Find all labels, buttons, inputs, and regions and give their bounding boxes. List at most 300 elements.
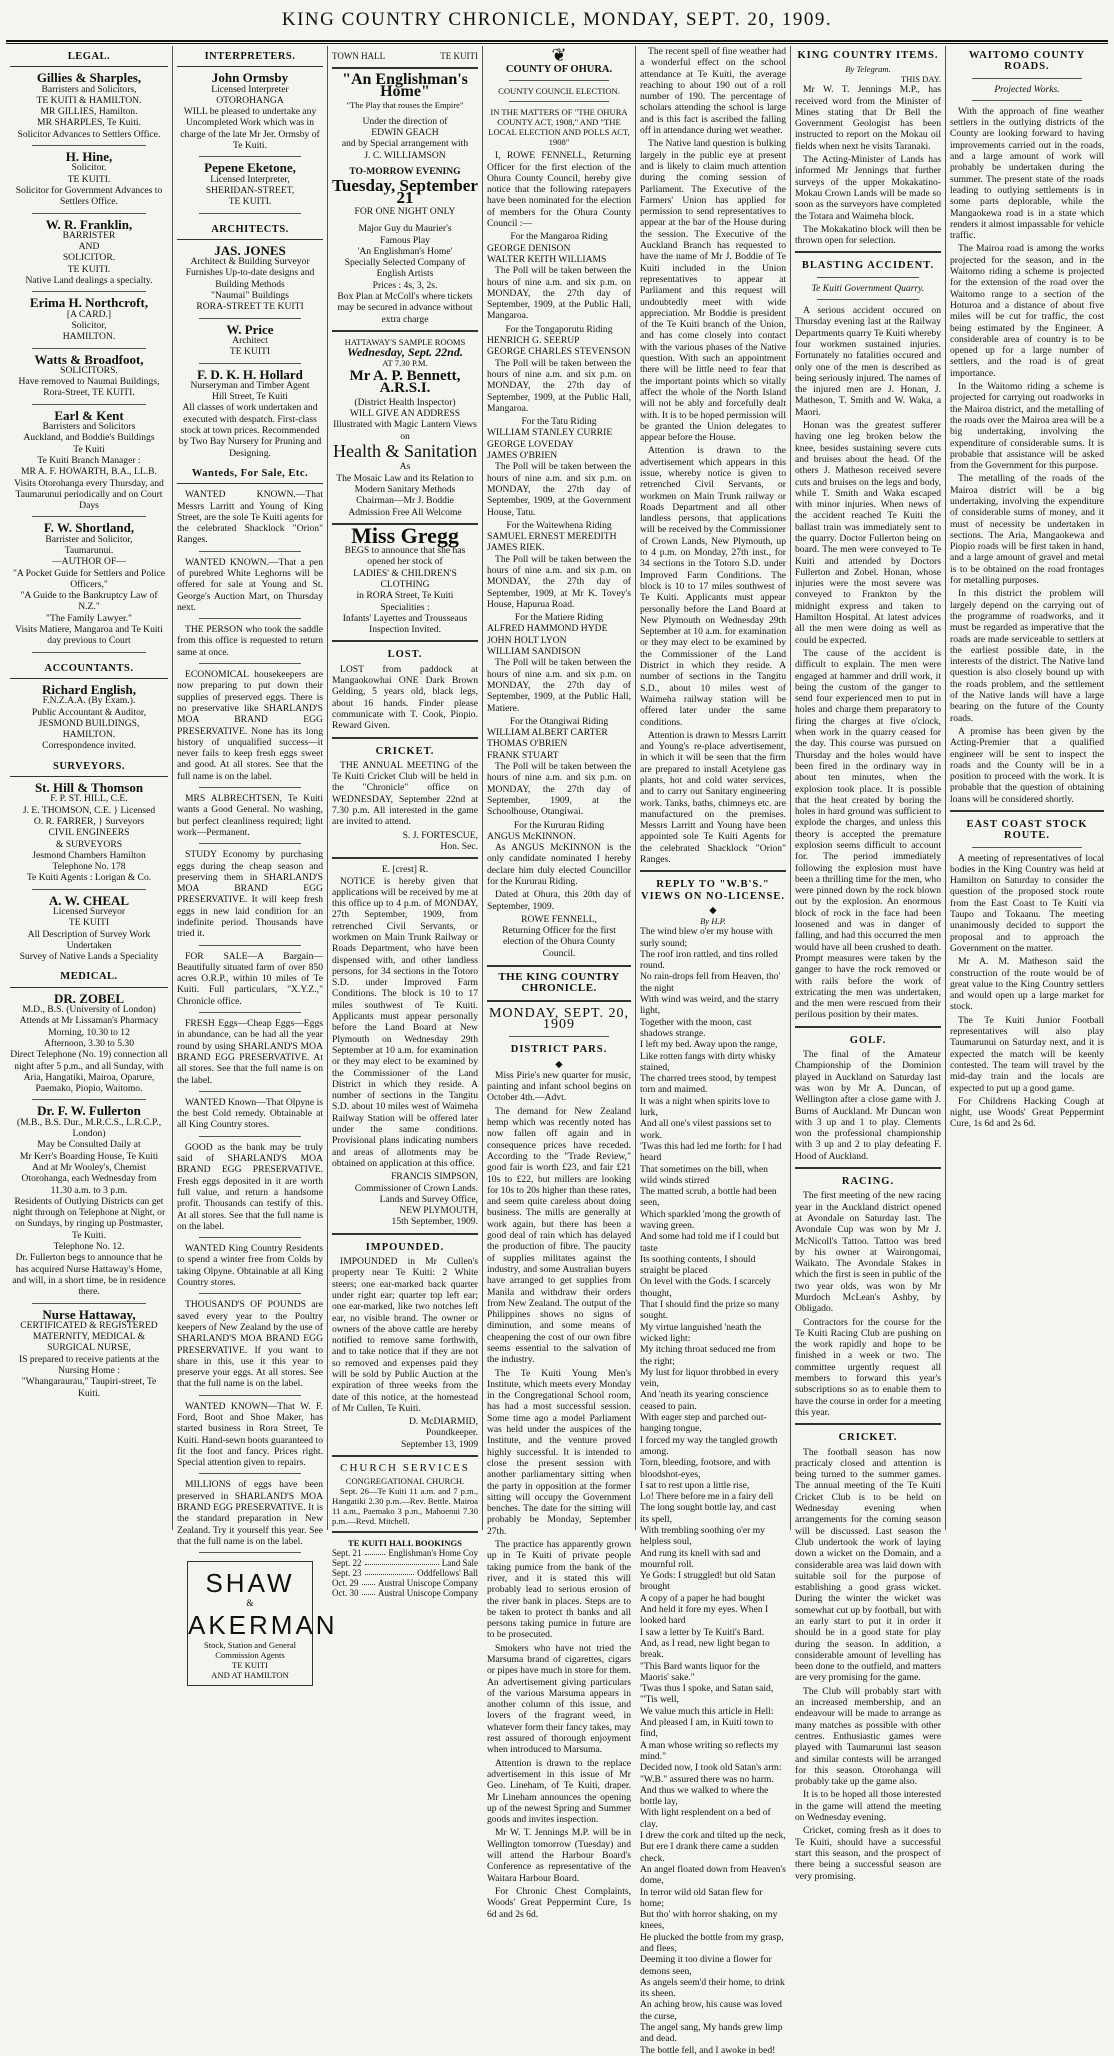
divider <box>509 80 609 81</box>
divider <box>199 787 301 788</box>
booking-event: Oddfellows' Ball <box>417 1568 478 1579</box>
section-heading-medical: MEDICAL. <box>10 966 168 987</box>
poem-line: The bottle fell, and I awoke in bed! <box>640 2044 776 2056</box>
projected-works: Projected Works. <box>994 83 1060 95</box>
ad-line: Te Kuiti Agents : Lorigan & Co. <box>26 872 152 884</box>
candidate-name: WILLIAM STANLEY CURRIE <box>487 427 613 439</box>
poem-line: Its soothing contents, I should straight be placed <box>640 1253 756 1277</box>
ad-line: Hill Street, Te Kuiti <box>212 391 288 403</box>
ad-line: TE KUITI <box>68 917 110 929</box>
divider <box>795 1167 941 1169</box>
booking-row <box>332 1588 478 1598</box>
election-title: COUNTY COUNCIL ELECTION. <box>498 86 620 97</box>
classified-item: WANTED Known—That Olpyne is the best Cold remedy. Obtainable at all King Country stores. <box>177 1096 323 1131</box>
poem-line: And all one's vilest passions set to work. <box>640 1118 772 1141</box>
accountant-ad <box>10 681 168 752</box>
town-hall-header <box>332 46 478 62</box>
ridings-list <box>487 231 631 887</box>
play-details <box>332 223 478 325</box>
shaw-line: Stock, Station and General <box>203 1639 297 1650</box>
ad-line: TE KUITI. <box>67 173 111 185</box>
ad-line: Visits Matiere, Mangaroa and Te Kuiti day previous to Court <box>15 624 163 647</box>
cricket-ad-heading: CRICKET. <box>375 745 435 757</box>
impounded-notice: IMPOUNDED in Mr Cullen's property near Te Kuiti: 2 White steers; one ear-marked back quarter under right ear; quarter top left ear; one ear-marked, like two notches left ear, no visible brand. The owner or owners of the above cattle are hereby notified to remove same forthwith, and to take notice that if they are not so removed and expenses paid they will be sold by Public Auction at the expiration of three weeks from the date of this notice, at the homestead of Mr Cullen, Te Kuiti. <box>332 1256 478 1414</box>
booking-row <box>332 1548 478 1558</box>
church-line: Sept. 26—Te Kuiti 11 a.m. and 7 p.m., Hangatiki 2.30 p.m.—Rev. Bettle. Mairoa 11 a.m., Paemako 3 p.m., Mahoenui 7.30 p.m.—Revd. Mitchell. <box>332 1486 478 1527</box>
gregg-details <box>332 545 478 635</box>
gregg-name: Miss Gregg <box>351 522 459 548</box>
shaw-line: Commission Agents <box>215 1649 285 1660</box>
district-pars-heading: DISTRICT PARS. <box>510 1044 608 1056</box>
legal-ad <box>10 216 168 287</box>
candidate-name: JAMES O'BRIEN <box>487 450 558 462</box>
surveyor-ads <box>10 782 168 962</box>
booking-date: Sept. 23 <box>332 1568 362 1579</box>
poem-line: Like rotten fangs with dirty whisky stained, <box>640 1050 776 1073</box>
poem-line: A copy of a paper he had bought <box>640 1592 765 1604</box>
tomorrow-evening: TO-MORROW EVENING <box>349 166 461 178</box>
legal-ad <box>10 522 168 646</box>
classified-item: THOUSAND'S OF POUNDS are saved every year to the Poultry keepers of New Zealand by the use of SHARLAND'S MOA BRAND EGG PRESERVATIVE. If you want to share in this, use it this year to preserve your eggs. At all stores. See that the full name is on the label. <box>177 1299 323 1390</box>
poll-details: The Poll will be taken between the hours of nine a.m. and six p.m. on MONDAY, the 27th day of September, 1909, at the Public Hall, Mangaroa. <box>487 357 631 414</box>
ad-line: "A Guide to the Bankruptcy Law of N.Z." <box>20 590 158 613</box>
poem-line: My virtue languished 'neath the wicked light: <box>640 1321 762 1344</box>
report-paragraph: A serious accident occured on Thursday evening last at the Railway Departments quarry Te Kuiti whereby four workmen sustained injuries. Fortunately no fatalities occured and only one of the men is described as being seriously injured. The names of the injured men are J. Honan, J. Matheson, T. Smith and W. Waka, a Maori. <box>795 305 941 418</box>
divider <box>332 857 478 859</box>
ad-line: TE KUITI. <box>228 196 272 208</box>
poem-line: With eager step and parched out-hanging tongue, <box>640 1412 767 1435</box>
surveyor-ad <box>10 892 168 963</box>
booking-date: Sept. 21 <box>332 1548 362 1559</box>
advertiser-name: W. R. Franklin, <box>45 216 133 232</box>
report-paragraph: With the approach of fine weather settlers in the outlying districts of the County are looking forward to having improvements carried out in the roads, and a large amount of work will probably be undertaken during the summer. The present state of the roads leading to outlying settlements is in some parts deplorable, while the Mangaokewa road is in a state which renders it almost impassable for vehicle traffic. <box>950 105 1104 242</box>
advertiser-name: St. Hill & Thomson <box>34 780 144 796</box>
candidate-name: ANGUS McKINNON. <box>487 830 576 842</box>
signature-line: Hon. Sec. <box>440 840 478 852</box>
divider <box>199 1552 301 1553</box>
ad-line: CERTIFICATED & REGISTERED <box>20 1319 158 1331</box>
divider <box>199 618 301 619</box>
legal-ad <box>10 297 168 342</box>
poem-line: On level with the Gods. I scarcely thought, <box>640 1276 771 1299</box>
ad-line: MATERNITY, MEDICAL & SURGICAL NURSE, <box>32 1331 146 1354</box>
riding-name: For the Tatu Riding <box>521 416 597 428</box>
poem-line: And pleased I am, in Kuiti town to find, <box>640 1717 774 1740</box>
candidate-name: WILLIAM ALBERT CARTER <box>487 727 608 739</box>
candidate-name: HENRICH G. SEERUP <box>487 335 580 347</box>
poem-line: And rung its knell with sad and mournful roll. <box>640 1547 761 1570</box>
ad-line: Solicitor, <box>71 319 107 331</box>
lost-notice: LOST from paddock at Mangaokowhai ONE Dark Brown Gelding, 5 years old, black legs, about 16 hands. Finder please communicate with T. Cook, Piopio. Reward Given. <box>332 663 478 732</box>
classified-item: THE PERSON who took the saddle from this office is requested to return same at once. <box>177 624 323 658</box>
ad-line: & SURVEYORS <box>55 838 123 850</box>
surveyor-ad <box>10 782 168 884</box>
classified-item: MILLIONS of eggs have been preserved in SHARLAND'S MOA BRAND EGG PRESERVATIVE. It is the standard preparation in New Zealand. Try it yourself this year. See that the full name is on the label. <box>177 1479 323 1547</box>
divider <box>199 1395 301 1396</box>
ad-line: HAMILTON. <box>62 331 116 343</box>
divider <box>332 640 478 642</box>
poem-line: The angel sang, My hands grew limp and dead. <box>640 2022 783 2045</box>
divider <box>32 889 146 890</box>
ad-line: "Whangaraurau," Taupiri-street, Te Kuiti. <box>21 1376 157 1399</box>
district-pars <box>487 1070 631 1920</box>
advertiser-name: F. D. K. H. Hollard <box>197 366 303 382</box>
ornament-icon: ◆ <box>555 1058 563 1070</box>
divider <box>199 1473 301 1474</box>
issue-date: MONDAY, SEPT. 20, 1909 <box>488 1005 630 1032</box>
ad-line: Furnishes Up-to-date designs and Building Methods <box>185 267 315 290</box>
candidate-name: WALTER KEITH WILLIAMS <box>487 253 607 265</box>
shaw-name: SHAW <box>205 1568 295 1599</box>
impounded-heading: IMPOUNDED. <box>365 1241 445 1253</box>
district-par: Attention is drawn to the advertisement which appears in this issue, whereby notice is given to retrenched Civil Servants, or workmen on Main Trunk railway or Roads Department and all other landless persons, that applications will be received by the Commissioner of Crown Lands, New Plymouth, up to 4 p.m. on Monday, 27th inst., for 34 sections in the Totoro S.D. under Improved Farm Conditions. The block is 10 to 17 miles southwest of Te Kuiti. Applicants must appear personally before the Land Board at New Plymouth on Wednesday 29th September at 10 a.m. for examination or they may elect to be examined by the Commissioner of the Land District in which they reside. A number of sections in the Tangitu S.D., about 10 miles west of Waimeha railway station will be offered later under the same conditions. <box>640 445 786 728</box>
classified-item: FRESH Eggs—Cheap Eggs—Eggs in abundance, can be had all the year round by using SHARLAND'S MOA BRAND EGG PRESERVATIVE. At all stores. See that the full name is on the label. <box>177 1018 323 1086</box>
telegram-items <box>795 84 941 246</box>
te-kuiti-label: TE KUITI <box>440 51 478 61</box>
architect-ads <box>177 242 323 459</box>
lecture-line: Admission Free All Welcome <box>348 506 462 518</box>
akerman-name: AKERMAN <box>188 1609 338 1640</box>
blasting-heading: BLASTING ACCIDENT. <box>801 260 935 272</box>
doctor-ad <box>10 990 168 1095</box>
poem-line: An angel floated down from Heaven's dome, <box>640 1863 786 1887</box>
report-paragraph: The cause of the accident is difficult to explain. The men were engaged at hammer and drill work, it being the custom of the ganger to send four experienced men to put in holes and charge them preparatory to firing the charges at five o'clock, when work in the quarry ceased for the day. This course was pursued on Thursday and the holes would have been fired in the ordinary way in about ten minutes, when the explosion took place. It is possible that the heat created by boring the holes in hard ground was sufficient to explode the charges, and unless this theory is accepted the premature explosion seems difficult to account for. The period immediately following the explosion must have been a thrilling time for the men, who were pinned down by the rock blown out by the explosion. An enormous block of rock in the face had been loosened and was in danger of falling, and had this occurred the men would have all been crushed to death. Prompt measures were taken by the ganger to have the rock removed or with rails before the work of extricating the men was undertaken, and the men were rescued from their perilous position by their mates. <box>795 647 941 1021</box>
report-paragraph: Honan was the greatest sufferer having one leg broken below the knee, besides sustaining severe cuts and bruises about the head. Of the others J. Matheson received severe cuts and bruises on the legs and body, while T. Smith and Waka escaped with minor injuries. When news of the accident reached Te Kuiti the ballast train was immediately sent to the quarry. Doctor Fullerton being on board. The men were conveyed to Te Kuiti and attended by Doctors Fullerton and Zobel. Honan, whose injuries were the most severe was conveyed to Frankton by the midnight express and taken to Hamilton Hospital. At latest advices all the men were doing as well as could be expected. <box>795 420 941 646</box>
divider <box>332 1233 478 1235</box>
poem-line: Lo! There before me in a fairy dell <box>640 1491 774 1503</box>
poem-line: With wind was weird, and the starry light, <box>640 994 779 1017</box>
column-pars-poem <box>636 46 790 2056</box>
lecture-line: The Mosaic Law and its Relation to Modern Sanitary Methods <box>336 472 474 495</box>
lecture-line: As <box>399 461 411 473</box>
poem-line: A man whose writing so reflects my mind." <box>640 1739 779 1762</box>
ad-line: Correspondence invited. <box>42 740 136 752</box>
candidate-name: GEORGE CHARLES STEVENSON <box>487 346 631 358</box>
poem-line: An aching brow, his cause was loved the curse, <box>640 1999 782 2022</box>
divider <box>199 1091 301 1092</box>
report-paragraph: A meeting of representatives of local bodies in the King Country was held at Hamilton on Saturday to consider the question of the proposed stock route from the East Coast to Te Kuiti via Taupo and Tokaanu. The meeting unanimously decided to support the proposal and to approach the Government on the matter. <box>950 852 1104 954</box>
ad-line: Solicitor Advances to Settlers Office. <box>17 128 161 140</box>
riding-name: For the Kururau Riding <box>513 819 605 831</box>
booking-date: Oct. 29 <box>332 1578 359 1589</box>
masthead-rule <box>6 40 1108 44</box>
poem-line: The matted scrub, a bottle had been seen, <box>640 1186 777 1209</box>
divider <box>199 1012 301 1013</box>
leader-dots <box>365 1558 439 1565</box>
advertiser-name: Pepene Eketone, <box>204 160 296 176</box>
report-paragraph: The Club will probably start with an increased membership, and an endeavour will be made to arrange as many matches as possible with other centres. Enthusiastic games were played with Taumarunui last season and similar contests will be arranged for this season. Otorohanga will probably take up the game also. <box>795 1685 941 1788</box>
ad-line: Architect <box>232 334 268 346</box>
interpreter-ad <box>177 72 323 151</box>
classified-item: ECONOMICAL housekeepers are now preparing to put down their supplies of preserved eggs. There is no preservative like SHARLAND'S MOA BRAND EGG PRESERVATIVE. None has its long history of unqualified success—it never fails to keep fresh eggs sweet and good. At all stores. See that the full name is on the label. <box>177 669 323 782</box>
district-par: Mr W. T. Jennings M.P. will be in Wellington tomorrow (Tuesday) and will attend the Harbour Board's Conference as representative of the Waitara Harbour Board. <box>487 1827 631 1884</box>
district-par: The recent spell of fine weather had a wonderful effect on the school attendance at Te Kuiti, the average reaching to about 190 out of a roll number of 190. The percentage of scholars attending the school is large and is this fact is ascribed the falling off in attendance during wet weather. <box>640 46 786 137</box>
poem-line: And 'neath its yearing conscience ceased to pain. <box>640 1389 769 1412</box>
advertiser-name: Watts & Broadfoot, <box>34 351 144 367</box>
poem-line: My itching throat seduced me from the right; <box>640 1344 776 1367</box>
ad-line: [A CARD.] <box>66 308 112 320</box>
column-roads <box>946 46 1108 1530</box>
gregg-line: BEGS to announce that she has opened her stock of <box>344 545 466 568</box>
section-heading-legal: LEGAL. <box>10 46 168 67</box>
leader-dots <box>365 1568 415 1575</box>
stock-route-report <box>950 853 1104 1130</box>
golf-heading: GOLF. <box>849 1034 887 1046</box>
shaw-akerman-ad <box>187 1561 338 1685</box>
poem-line: The roof iron rattled, and tins rolled round. <box>640 948 778 972</box>
cricket-report <box>795 1447 941 1882</box>
masthead <box>0 0 1114 40</box>
signature-line: Commissioner of Crown Lands. <box>354 1182 478 1194</box>
candidate-name: JAMES RIEK. <box>487 542 545 554</box>
district-par: For Chronic Chest Complaints, Woods' Great Peppermint Cure, 1s 6d and 2s 6d. <box>487 1885 631 1920</box>
report-paragraph: In this district the problem will largely depend on the carrying out of the programme of roadworks, and it must be regarded as imperative that the roads are made serviceable to settlers at the earliest possible date, in the interests of the district. The Native land question is also closely bound up with the roads problem, and the settlement of the Native lands will have a large bearing on the future of the County roads. <box>950 588 1104 724</box>
booking-event: Austral Uniscope Company <box>378 1588 478 1599</box>
poem-line: We value much this article in Hell: <box>640 1705 774 1717</box>
poem-line: With trembling soothing o'er my helpless soul, <box>640 1525 765 1548</box>
signature-line: S. J. FORTESCUE, <box>402 829 478 841</box>
ad-line: All classes of work undertaken and executed with despatch. First-class stock at town prices. Recommended by Two Bay Nursery for Pruning and Designing. <box>178 402 322 459</box>
ad-line: Morning, 10.30 to 12 <box>48 1026 130 1038</box>
section-heading-surveyors: SURVEYORS. <box>10 756 168 777</box>
poem-line: Deeming it too divine a flower for demons seen, <box>640 1954 772 1977</box>
ad-line: Nurseryman and Timber Agent <box>190 379 310 391</box>
report-paragraph: The Mairoa road is among the works projected for the season, and in the Waitomo riding a scheme is projected for the extension of the road over the Waitomo range to a section of the Hoturoa and a distance of about five miles will be cut for traffic, the cost being estimated by the Engineer. A considerable area of country is to be opened up for a large number of settlers, and the road is of great importance. <box>950 243 1104 379</box>
ad-line: Solicitor for Government Advances to Settlers Office. <box>15 184 163 208</box>
ad-line: Native Land dealings a specialty. <box>25 275 153 287</box>
poll-details: The Poll will be taken between the hours of nine a.m. and six p.m. on MONDAY, the 27th day of September, 1909, at the Public Hall, Matiere. <box>487 657 631 714</box>
cricket-heading: CRICKET. <box>838 1432 898 1444</box>
royal-crest: E. [crest] R. <box>381 864 429 876</box>
report-paragraph: The metalling of the roads of the Mairoa district will be a big undertaking, involving the expenditure of considerable sums of money, and it must of necessity be undertaken in sections. The Aria, Mangaokewa and Piopio roads will be first taken in hand, and a large amount of gravel and metal is to be obtained on the road frontages for metalling purposes. <box>950 473 1104 587</box>
lost-heading: LOST. <box>387 649 423 661</box>
architect-ad <box>177 242 323 313</box>
advertiser-name: A. W. CHEAL <box>48 892 130 908</box>
report-paragraph: In the Waitomo riding a scheme is projected for carrying out roadworks in the Mairoa district, and the metalling of the roads over the Mairoa area will be a big undertaking, involving the expenditure of considerable sums. It is probable that assistance will be asked from the Government for this purpose. <box>950 381 1104 472</box>
divider <box>199 663 301 664</box>
poem-line: 'Twas this had led me forth: for I had heard <box>640 1140 782 1164</box>
election-dated: Dated at Ohura, this 20th day of September, 1909. <box>487 889 631 912</box>
poll-details: As ANGUS McKINNON is the only candidate nominated I hereby declare him duly elected Councillor for the Kururau Riding. <box>487 842 631 887</box>
poem-line: My lust for liquor throbbed in every vein, <box>640 1366 779 1390</box>
classified-item: WANTED KNOWN.—That a pen of purebred White Leghorns will be offered for sale at Young and St. George's Auction Mart, on Thursday next. <box>177 556 323 613</box>
ad-line: "The Family Lawyer." <box>46 612 132 624</box>
booking-date: Oct. 30 <box>332 1588 359 1599</box>
poem-line: I left my bed. Away upon the range, <box>640 1039 778 1051</box>
divider <box>509 101 609 102</box>
advertiser-name: JAS. JONES <box>214 242 286 258</box>
divider <box>32 516 146 517</box>
classified-item: MRS ALBRECHTSEN, Te Kuiti wants a Good General. No washing, but perfect cleanliness required; light work—Permanent. <box>177 793 323 838</box>
district-par: Miss Pirie's new quarter for music, painting and infant school begins on October 4th.—Advt. <box>487 1069 631 1104</box>
divider <box>332 737 478 739</box>
ad-line: Mr Kerr's Boarding House, Te Kuiti <box>19 1150 159 1162</box>
shaw-line: AND AT HAMILTON <box>211 1669 289 1680</box>
poem-line: That sometimes on the bill, when wild winds stirred <box>640 1163 768 1186</box>
direction-line: EDWIN GEACH <box>371 127 439 139</box>
poem-line: With light resplendent on a bed of clay. <box>640 1807 771 1830</box>
divider <box>199 1237 301 1238</box>
ad-line: TE KUITI & HAMILTON. <box>36 94 142 106</box>
divider <box>509 1036 609 1037</box>
legal-ad <box>10 407 168 512</box>
divider <box>795 1423 941 1425</box>
advertiser-name: F. W. Shortland, <box>43 520 135 536</box>
waitomo-roads-heading: WAITOMO COUNTY ROADS. <box>968 50 1086 73</box>
direction-line: J. C. WILLIAMSON <box>364 149 446 161</box>
classified-item: GOOD as the bank may be truly said of SHARLAND'S MOA BRAND EGG PRESERVATIVE. Fresh eggs deposited in it are worth full value, and return a handsome profit. Thousands can testify of this. At all stores. See that the full name is on the label. <box>177 1141 323 1232</box>
ad-line: Auckland, and Boddie's Buildings <box>23 432 155 444</box>
signature-line: 15th September, 1909. <box>391 1216 478 1228</box>
play-line: 'An Englishman's Home' <box>357 245 453 257</box>
ad-line: Architect & Building Surveyor <box>190 256 310 268</box>
report-paragraph: Mr A. M. Matheson said the construction of the route would be of great value to the King Country settlers and would open up a large market for stock. <box>950 956 1104 1013</box>
divider <box>332 1455 478 1457</box>
poem-line: 'Twas thus I spoke, and Satan said, "'Tis well, <box>640 1683 774 1706</box>
poem-line: And thus we walked to where the bottle lay, <box>640 1784 769 1808</box>
play-line: Box Plan at McColl's where tickets may be secured in advance without extra charge <box>337 291 473 325</box>
ad-line: SHERIDAN-STREET, <box>205 184 295 196</box>
lands-notice: NOTICE is hereby given that applications will be received by me at this office up to 4 p.m. of MONDAY, 27th September, 1909, from retrenched Civil Servants, or workmen on Main Trunk Railway or Roads Department, who have been dispensed with, and other landless persons, for 34 sections in the Totoro S.D. under Improved Farm Conditions. The block is 10 to 17 miles southwest of Te Kuiti. Applicants must appear personally before the Land Board at New Plymouth on Wednesday 29th September at 10 a.m. for examination or they may elect to be examined by the Commissioner of the Land District in which they reside. A number of sections in the Tangitu S.D. about 10 miles west of Waimeha Railway Station will be offered later under the same conditions. Provisional plans indicating numbers and areas of allotments may be obtained on application at this office. <box>332 875 478 1169</box>
blasting-report <box>795 305 941 1021</box>
county-title: COUNTY OF OHURA. <box>505 64 613 75</box>
poem-line: I sat to rest upon a little rise, <box>640 1479 750 1491</box>
leader-dots <box>362 1588 376 1595</box>
district-par: The practice has apparently grown up in Te Kuiti of private people taking pumice from the bank of the river, and it is stated this will probably lead to serious erosion of the river bank in places. Steps are to be taken to protect th banks and all persons taking pumice in future are to be prosecuted. <box>487 1539 631 1641</box>
candidate-name: WILLIAM SANDISON <box>487 646 581 658</box>
ad-line: —AUTHOR OF— <box>52 556 126 568</box>
ad-line: "A Pocket Guide for Settlers and Police Officers," <box>12 567 166 590</box>
racing-heading: RACING. <box>841 1176 895 1188</box>
ad-line: F.N.Z.A.A. (By Exam.). <box>42 695 136 707</box>
signature-line: Lands and Survey Office, <box>379 1193 478 1205</box>
classified-item: STUDY Economy by purchasing eggs during the cheap season and preserving them in SHARLAND'S MOA BRAND EGG PRESERVATIVE. It will keep fresh eggs in new laid condition for an indefinite period. Thousands have tried it. <box>177 849 323 940</box>
play-line: Famous Play <box>380 234 430 246</box>
play-line: Prices : 4s, 3, 2s. <box>372 279 438 291</box>
gregg-line: Infants' Layettes and Trousseaus <box>342 612 468 624</box>
ad-line: Have removed to Naumai Buildings, <box>18 376 160 388</box>
poem-line: In terror wild old Satan flew for home; <box>640 1886 763 1909</box>
reply-heading: REPLY TO "W.B'S." VIEWS ON NO-LICENSE. <box>641 879 785 902</box>
section-heading-interpreters: INTERPRETERS. <box>177 46 323 67</box>
poem-line: The wind blew o'er my house with surly sound; <box>640 926 773 949</box>
advertiser-name: John Ormsby <box>211 70 289 86</box>
booking-event: Austral Uniscope Company <box>378 1578 478 1589</box>
one-night-only: FOR ONE NIGHT ONLY <box>354 205 456 217</box>
ad-line: IS prepared to receive patients at the Nursing Home : <box>18 1353 160 1376</box>
play-subtitle: "The Play that rouses the Empire" <box>346 99 464 110</box>
ad-line: F. P. ST. HILL, C.E. <box>50 793 128 805</box>
column-entertainment <box>328 46 482 1599</box>
ad-line: TE KUITI. <box>67 263 111 275</box>
poem-line: And some had told me if I could but taste <box>640 1231 780 1254</box>
poem-line: "This Bard wants liquor for the Maoris' sake." <box>640 1660 760 1683</box>
cricket-notice: THE ANNUAL MEETING of the Te Kuiti Cricket Club will be held in the "Chronicle" office on WEDNESDAY, September 22nd at 7.30 p.m. All interested in the game are invited to attend. <box>332 759 478 828</box>
crest-icon: ❦ <box>551 45 567 65</box>
lecturer-name: Mr A. P. Bennett, A.R.S.I. <box>349 368 461 396</box>
telegram-item: Mr W. T. Jennings M.P., has received word from the Minister of Mines stating that Dr Bell the Government Geologist has been instructed to report on the Mokau oil fields when next he visits Taranaki. <box>795 84 941 152</box>
column-interpreters <box>173 46 338 1680</box>
ad-line: J. E. THOMSON, C.E. } Licensed <box>22 804 156 816</box>
ad-line: All Description of Survey Work Undertaken <box>27 928 151 951</box>
ad-line: Visits Otorohanga every Thursday, and Taumarunui periodically and on Court Days <box>14 477 164 512</box>
report-paragraph: The first meeting of the new racing year in the Auckland district opened at Avondale on Saturday last. The Avondale Cup was won by Mr J. McNicoll's Tattoo. Tattoo was bred by his owner at Wairongomai, Waikato. The Avondale Stakes in which the first is seen in public of the two year olds, was won by Mr Murdoch McLean's Ashby, by Obligado. <box>795 1190 941 1315</box>
play-direction <box>332 116 478 161</box>
riding-name: For the Tongaporutu Riding <box>505 323 613 335</box>
poem-line: I saw a letter by Te Kuiti's Bard. <box>640 1626 764 1638</box>
hall-bookings-heading: TE KUITI HALL BOOKINGS <box>348 1538 462 1549</box>
signature-line: D. McDIARMID, <box>408 1416 478 1428</box>
advertiser-name: Richard English, <box>42 681 136 697</box>
divider <box>32 404 146 405</box>
ad-line: BARRISTER <box>62 229 116 241</box>
column-items <box>791 46 945 1882</box>
ad-line: SOLICITOR. <box>62 252 116 264</box>
church-subheading: CONGREGATIONAL CHURCH. <box>345 1476 465 1487</box>
ad-line: (M.B., B.S. Dur., M.R.C.S., L.R.C.P., London) <box>16 1116 162 1140</box>
poem-line: It was a night when spirits love to lurk, <box>640 1095 770 1119</box>
poem-line: He plucked the bottle from my grasp, and flees, <box>640 1931 784 1954</box>
poem-line: I drew the cork and tilted up the neck, <box>640 1830 786 1842</box>
report-paragraph: For Childrens Hacking Cough at night, use Woods' Great Peppermint Cure, 1s 6d and 2s 6d. <box>950 1095 1104 1130</box>
district-par: The Te Kuiti Young Men's Institute, which meets every Monday in the Congregational School room, has had a most successful session. Some time ago a model Parliament was held under the auspices of the Institute, and the venture proved highly successful. It is intended to close the present session with another parliamentary sitting when the party in opposition at the former sitting will occupy the Government benches. The date for the sitting will probably be Monday, September 27th. <box>487 1367 631 1537</box>
play-line: Specially Selected Company of English Artists <box>344 257 466 280</box>
classified-item: WANTED KNOWN.—That Messrs Larritt and Young of King Street, are the sole Te Kuiti agents for the celebrated Shacklock "Orion" Ranges. <box>177 489 323 546</box>
candidate-name: JOHN HOLT LYON <box>487 634 567 646</box>
ad-line: SOLICITORS. <box>60 364 118 376</box>
divider <box>950 810 1104 812</box>
lecture-line: Chairman—Mr J. Boddie <box>356 495 454 507</box>
lecture-time: AT 7.30 P.M. <box>382 358 428 369</box>
divider <box>32 348 146 349</box>
ad-line: Direct Telephone (No. 19) connection all night after 5 p.m., and all Sunday, with Aria, Hangatiki, Mairoa, Oparure, Paemako, Piopio, Waitomo. <box>10 1049 168 1095</box>
district-par: Attention is drawn to the replace advertisement in this issue of Mr Geo. Lineham, of Te Kuiti, draper. Mr Lineham announces the opening up of the newest Spring and Summer goods and invites inspection. <box>487 1757 631 1826</box>
column-election <box>483 45 635 1920</box>
booking-row <box>332 1558 478 1568</box>
report-paragraph: The Te Kuiti Junior Football representatives will also play Taumarunui on Saturday next, and it is expected the match will be keenly contested. The team will travel by the mid-day train and the locals are expected to put up a good game. <box>950 1014 1104 1094</box>
lecture-title: Health & Sanitation <box>333 441 477 462</box>
advertiser-name: Earl & Kent <box>54 407 124 423</box>
candidate-name: GEORGE DENISON <box>487 242 571 254</box>
ad-line: MR A. F. HOWARTH, B.A., LL.B. <box>21 466 157 478</box>
divider <box>199 318 301 319</box>
poem-line: And held it fore my eyes. When I looked hard <box>640 1604 769 1627</box>
divider <box>640 870 786 872</box>
ad-line: And at Mr Wooley's, Chemist Otorohanga, each Wednesday from 11.30 a.m. to 3 p.m. <box>21 1161 157 1196</box>
shaw-line: TE KUITI <box>231 1659 269 1670</box>
divider <box>199 1293 301 1294</box>
poem-line: As angels seem'd their home, to drink its sheen. <box>640 1976 785 2000</box>
church-heading: CHURCH SERVICES <box>340 1462 470 1475</box>
gregg-line: in RORA Street, Te Kuiti <box>356 590 454 602</box>
ad-line: Solicitor. <box>71 162 107 174</box>
golf-report: The final of the Amateur Championship of the Dominion played in Auckland on Saturday last was won by Mr A. Duncan, of Wellington after a close game with J. Burns of Auckland. Mr Duncan won with 3 up and 1 to play. Clements won the professional championship with 3 up and 2 to play defeating F. Hood of Auckland. <box>795 1049 941 1162</box>
ad-line: M.D., B.S. (University of London) <box>22 1004 156 1016</box>
telegram-item: The Mokakatino block will then be thrown open for selection. <box>795 223 941 247</box>
booking-row <box>332 1568 478 1578</box>
divider <box>795 1026 941 1028</box>
medical-ads <box>10 990 168 1399</box>
accountant-ad <box>10 681 168 752</box>
shaw-amp: & <box>246 1598 254 1610</box>
interpreter-ad <box>177 162 323 207</box>
poem-author: By H.P. <box>700 916 726 927</box>
ad-line: Barristers and Solicitors <box>42 421 136 433</box>
poem-line: But tho' with horror shaking, on my knees, <box>640 1909 778 1932</box>
ad-line: CIVIL ENGINEERS <box>48 827 130 839</box>
advertiser-name: W. Price <box>226 321 274 337</box>
chronicle-nameplate: THE KING COUNTRY CHRONICLE. <box>487 965 631 1002</box>
